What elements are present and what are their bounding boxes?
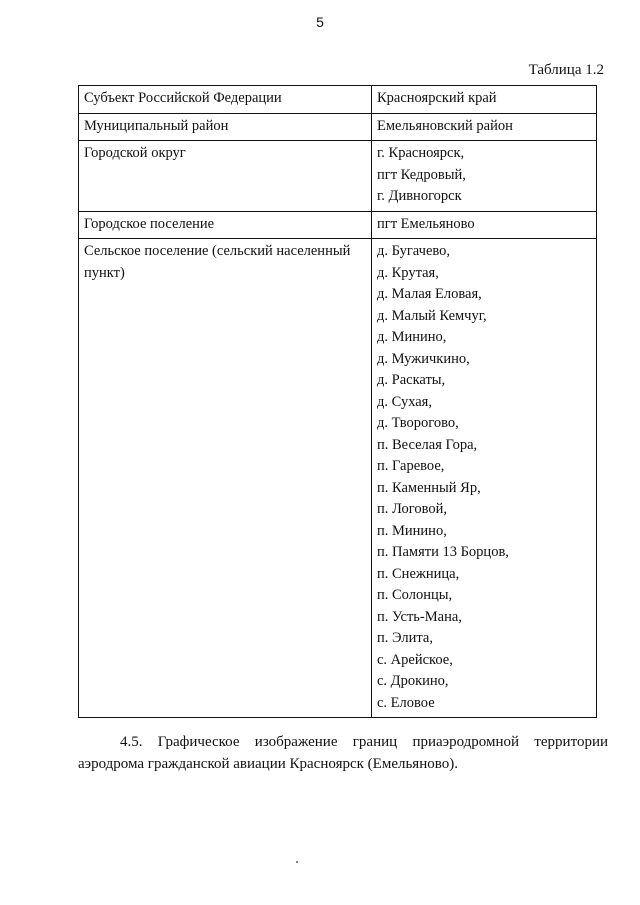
row-value: п. Солонцы,: [377, 587, 453, 603]
row-value: п. Каменный Яр,: [377, 479, 481, 496]
row-value: п. Элита,: [377, 630, 433, 646]
section-heading-paragraph: [78, 731, 608, 753]
row-value: д. Творогово,: [377, 415, 459, 431]
row-values: [372, 239, 597, 718]
row-value: с. Дрокино,: [377, 673, 449, 689]
row-label: Городской округ: [79, 141, 372, 212]
row-value: п. Логовой,: [377, 501, 447, 517]
scan-speck: [296, 861, 298, 863]
row-value: д. Малый Кемчуг,: [377, 307, 487, 324]
row-value: Красноярский край: [377, 90, 497, 106]
page-number: 5: [316, 14, 324, 30]
row-value: п. Минино,: [377, 522, 447, 539]
row-label: Сельское поселение (сельский населенный пункт): [79, 239, 372, 718]
row-value: Емельяновский район: [377, 117, 513, 134]
row-value: пгт Емельяново: [377, 215, 475, 232]
paragraph-line-1: 4.5. Графическое изображение границ приаэродромной территории: [120, 734, 608, 750]
row-values: [372, 86, 597, 114]
row-value: д. Малая Еловая,: [377, 286, 482, 302]
row-value: д. Крутая,: [377, 264, 439, 281]
row-value: п. Усть-Мана,: [377, 608, 462, 625]
table-row: [79, 86, 597, 114]
row-label: Муниципальный район: [79, 113, 372, 141]
table-row: [79, 211, 597, 239]
table-row: [79, 113, 597, 141]
table-row: [79, 141, 597, 212]
row-value: п. Гаревое,: [377, 458, 445, 474]
row-values: [372, 141, 597, 212]
row-value: пгт Кедровый,: [377, 166, 466, 183]
section-heading-paragraph-continued: аэродрома гражданской авиации Красноярск (Емельяново).: [78, 756, 458, 772]
row-value: д. Бугачево,: [377, 243, 450, 259]
row-value: д. Раскаты,: [377, 372, 446, 388]
table-body: [79, 86, 597, 718]
settlements-table: [78, 85, 597, 718]
row-value: с. Арейское,: [377, 651, 453, 668]
row-value: с. Еловое: [377, 694, 435, 711]
row-values: [372, 211, 597, 239]
row-value: д. Минино,: [377, 329, 447, 345]
row-value: д. Мужичкино,: [377, 350, 470, 367]
row-values: [372, 113, 597, 141]
table-caption: Таблица 1.2: [528, 62, 604, 78]
row-value: г. Дивногорск: [377, 188, 462, 204]
row-label: Субъект Российской Федерации: [79, 86, 372, 114]
row-value: п. Памяти 13 Борцов,: [377, 544, 509, 560]
row-value: п. Веселая Гора,: [377, 436, 478, 453]
row-value: г. Красноярск,: [377, 145, 465, 161]
row-value: д. Сухая,: [377, 393, 432, 410]
table-row: [79, 239, 597, 718]
row-label: Городское поселение: [79, 211, 372, 239]
row-value: п. Снежница,: [377, 565, 460, 582]
